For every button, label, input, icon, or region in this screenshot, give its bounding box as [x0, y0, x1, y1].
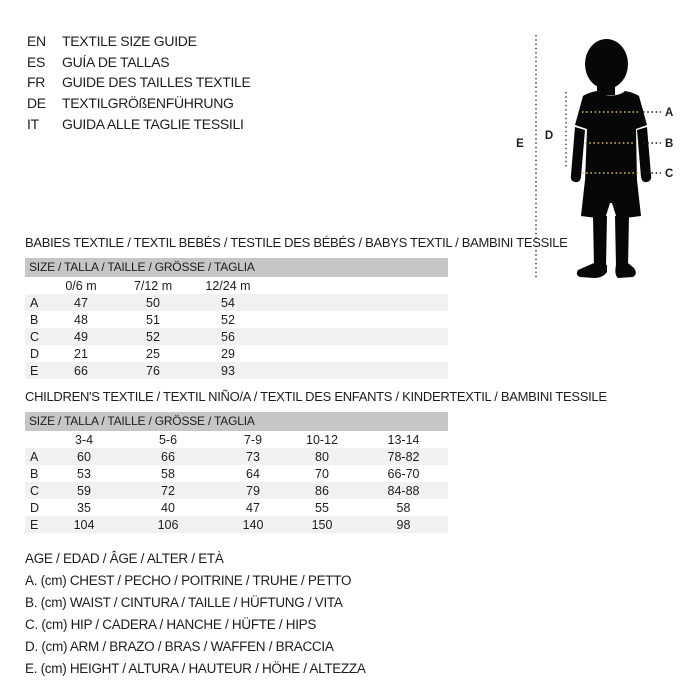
column-header: 5-6 — [158, 432, 178, 447]
table-row-c — [25, 482, 448, 499]
cell-value: 78-82 — [387, 449, 420, 464]
cell-value: 58 — [161, 466, 175, 481]
row-label: A — [30, 449, 39, 464]
cell-value: 35 — [77, 500, 91, 515]
cell-value: 106 — [157, 517, 179, 532]
measure-label-e: E — [516, 138, 524, 150]
cell-value: 59 — [77, 483, 91, 498]
cell-value: 98 — [396, 517, 411, 532]
cell-value: 58 — [396, 500, 411, 515]
cell-value: 21 — [74, 346, 88, 361]
column-header: 12/24 m — [205, 278, 251, 293]
table-row-b — [25, 465, 448, 482]
cell-value: 54 — [221, 295, 235, 310]
row-label: B — [30, 312, 39, 327]
guide-title-es: GUÍA DE TALLAS — [62, 53, 170, 70]
guide-title-de: TEXTILGRÖßENFÜHRUNG — [62, 95, 234, 112]
child-silhouette-image — [571, 39, 651, 278]
cell-value: 29 — [221, 346, 235, 361]
table-row-d — [25, 345, 448, 362]
cell-value: 47 — [74, 295, 88, 310]
row-label: A — [30, 295, 39, 310]
row-label: E — [30, 363, 39, 378]
table-row-d — [25, 499, 448, 516]
guide-title-fr: GUIDE DES TAILLES TEXTILE — [62, 74, 251, 91]
empty-cell — [25, 431, 53, 448]
legend-height-line: E. (cm) HEIGHT / ALTURA / HAUTEUR / HÖHE / ALTEZZA — [25, 661, 366, 676]
measure-label-a: A — [665, 107, 674, 119]
cell-value: 72 — [161, 483, 175, 498]
cell-value: 25 — [146, 346, 160, 361]
column-header: 7/12 m — [133, 278, 173, 293]
column-header: 7-9 — [243, 432, 263, 447]
legend-waist-line: B. (cm) WAIST / CINTURA / TAILLE / HÜFTUNG / VITA — [25, 595, 343, 610]
language-code: FR — [27, 74, 46, 91]
table-row-b — [25, 311, 448, 328]
children-column-header-row — [25, 431, 448, 448]
cell-value: 86 — [315, 483, 329, 498]
cell-value: 49 — [74, 329, 88, 344]
cell-value: 80 — [315, 449, 329, 464]
language-row-en — [27, 31, 251, 52]
empty-cell — [25, 277, 53, 294]
table-row-a — [25, 294, 448, 311]
legend-chest-line: A. (cm) CHEST / PECHO / POITRINE / TRUHE / PETTO — [25, 573, 352, 588]
babies-column-header-row — [25, 277, 448, 294]
row-label: D — [30, 346, 40, 361]
babies-size-header-bar: SIZE / TALLA / TAILLE / GRÖSSE / TAGLIA — [25, 258, 448, 277]
language-code: EN — [27, 33, 46, 50]
table-row-a — [25, 448, 448, 465]
cell-value: 48 — [74, 312, 88, 327]
column-header: 13-14 — [387, 432, 420, 447]
cell-value: 76 — [146, 363, 160, 378]
table-row-e — [25, 362, 448, 379]
row-label: C — [30, 329, 40, 344]
column-header: 10-12 — [306, 432, 338, 447]
row-label: C — [30, 483, 40, 498]
legend-age-line: AGE / EDAD / ÂGE / ALTER / ETÀ — [25, 551, 224, 566]
table-row-e — [25, 516, 448, 533]
babies-size-table — [25, 277, 448, 379]
measurement-legend — [25, 548, 366, 680]
children-section-heading: CHILDREN'S TEXTILE / TEXTIL NIÑO/A / TEXTIL DES ENFANTS / KINDERTEXTIL / BAMBINI TESSILE — [25, 389, 607, 404]
cell-value: 60 — [77, 449, 91, 464]
cell-value: 70 — [315, 466, 329, 481]
language-row-it — [27, 113, 251, 134]
cell-value: 50 — [146, 295, 160, 310]
cell-value: 73 — [246, 449, 260, 464]
column-header: 0/6 m — [65, 278, 97, 293]
cell-value: 104 — [73, 517, 95, 532]
language-row-fr — [27, 72, 251, 93]
row-label: B — [30, 466, 39, 481]
language-row-de — [27, 93, 251, 114]
measure-label-b: B — [665, 138, 674, 150]
cell-value: 51 — [146, 312, 160, 327]
cell-value: 79 — [246, 483, 260, 498]
cell-value: 52 — [146, 329, 160, 344]
guide-title-it: GUIDA ALLE TAGLIE TESSILI — [62, 115, 244, 132]
measure-label-c: C — [665, 168, 674, 180]
language-title-list — [27, 31, 251, 134]
cell-value: 93 — [221, 363, 235, 378]
cell-value: 56 — [221, 329, 235, 344]
cell-value: 66 — [74, 363, 88, 378]
row-label: D — [30, 500, 40, 515]
cell-value: 64 — [246, 466, 260, 481]
language-code: DE — [27, 95, 46, 112]
cell-value: 84-88 — [387, 483, 420, 498]
cell-value: 66 — [161, 449, 175, 464]
guide-title-en: TEXTILE SIZE GUIDE — [62, 33, 197, 50]
babies-section-heading: BABIES TEXTILE / TEXTIL BEBÉS / TESTILE DES BÉBÉS / BABYS TEXTIL / BAMBINI TESSILE — [25, 235, 568, 250]
language-code: ES — [27, 53, 46, 70]
children-size-table — [25, 431, 448, 533]
column-header: 3-4 — [74, 432, 94, 447]
cell-value: 150 — [311, 517, 333, 532]
table-row-c — [25, 328, 448, 345]
row-label: E — [30, 517, 39, 532]
children-size-header-bar: SIZE / TALLA / TAILLE / GRÖSSE / TAGLIA — [25, 412, 448, 431]
cell-value: 55 — [315, 500, 329, 515]
cell-value: 52 — [221, 312, 235, 327]
legend-arm-line: D. (cm) ARM / BRAZO / BRAS / WAFFEN / BRACCIA — [25, 639, 334, 654]
cell-value: 53 — [77, 466, 91, 481]
legend-hip-line: C. (cm) HIP / CADERA / HANCHE / HÜFTE / HIPS — [25, 617, 317, 632]
measure-label-d: D — [544, 130, 554, 142]
cell-value: 140 — [242, 517, 264, 532]
language-code: IT — [27, 115, 39, 132]
cell-value: 47 — [246, 500, 260, 515]
cell-value: 66-70 — [387, 466, 420, 481]
language-row-es — [27, 52, 251, 73]
cell-value: 40 — [161, 500, 175, 515]
